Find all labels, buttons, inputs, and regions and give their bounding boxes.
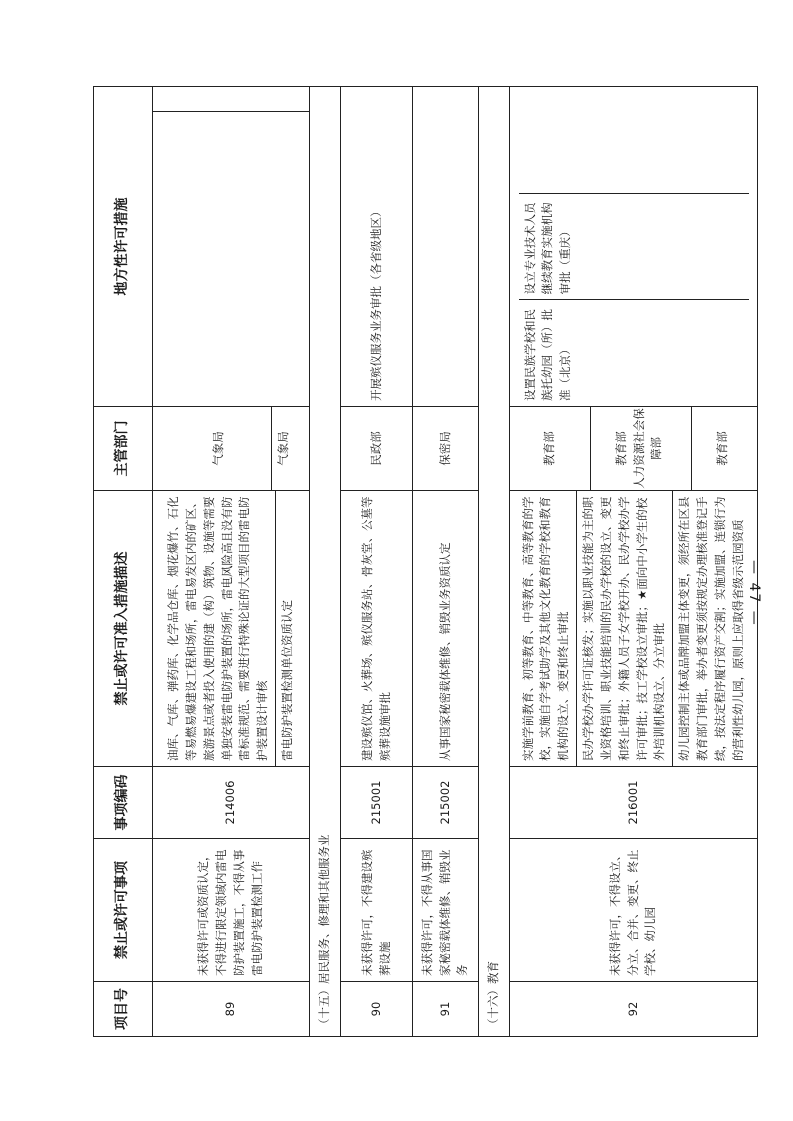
row-item: 未获得许可或资质认定，不得进行限定领域内雷电防护装置施工，不得从事雷电防护装置检测工作 [153, 839, 310, 982]
row-number: 89 [153, 982, 310, 1037]
description-part: 民办学校办学许可证核发；实施以职业技能为主的职业资格培训、职业技能培训的民办学校的设立、变更和终止审批；外籍人员子女学校开办、民办学校办学许可审批；技工学校设立审批；★面向中小学生的校外培训机构设立、分立审批 [576, 491, 669, 766]
page-number: — 47 — [746, 560, 762, 627]
row-item: 未获得许可，不得从事国家秘密载体维修、销毁业务 [413, 839, 479, 982]
section-row [310, 87, 341, 1037]
description-part: 幼儿园控制主体或品牌加盟主体变更，须经所在区县教育部门审批，举办者变更须按规定办理核准登记手续，按法定程序履行资产交割；实施加盟、连锁行为的营利性幼儿园，原则上应取得省级示范园资质 [672, 491, 747, 766]
local-measure: 设置民族学校和民族托幼园（所）批准（北京） [522, 309, 573, 401]
row-item: 未获得许可，不得设立、分立、合并、变更、终止学校、幼儿园 [510, 839, 758, 982]
table-row [510, 87, 758, 1037]
description-part: 雷电防护装置检测单位资质认定 [275, 491, 297, 766]
row-number: 91 [413, 982, 479, 1037]
table-header-row [94, 87, 153, 1037]
section-title: （十六）教育 [479, 87, 510, 1037]
department-part: 教育部 [542, 431, 556, 466]
section-title: （十五）居民服务、修理和其他服务业 [310, 87, 341, 1037]
row-code: 216001 [510, 767, 758, 839]
description-part: 油库、气库、弹药库、化学品仓库、烟花爆竹、石化等易燃易爆建设工程和场所，雷电易发区内的矿区、旅游景点或者投入使用的建（构）筑物、设施等需要单独安装雷电防护装置的场所，雷电风险高且没有防雷标准规范、需要进行特殊论证的大型项目的雷电防护装置设计审核 [166, 496, 270, 761]
table-row [341, 87, 413, 1037]
row-code: 214006 [153, 767, 310, 839]
row-local-measures: 开展殡仪服务业务审批（各省级地区） [341, 87, 413, 407]
row-number: 90 [341, 982, 413, 1037]
row-department [510, 407, 758, 491]
section-row [479, 87, 510, 1037]
row-item: 未获得许可，不得建设殡葬设施 [341, 839, 413, 982]
description-part: 实施学前教育、初等教育、中等教育、高等教育的学校，实施自学考试助学及其他文化教育的学校和教育机构的设立、变更和终止审批 [520, 496, 571, 761]
header-description: 禁止或许可准入措施描述 [94, 491, 153, 767]
local-measure: 设立专业技术人员继续教育实施机构审批（重庆） [519, 194, 749, 301]
row-local-measures [413, 87, 479, 407]
row-department [153, 407, 310, 491]
table-row [153, 87, 310, 1037]
table-row [413, 87, 479, 1037]
header-project-no: 项目号 [94, 982, 153, 1037]
row-number: 92 [510, 982, 758, 1037]
local-measure [153, 112, 309, 406]
permission-table [93, 86, 758, 1037]
department-part: 气象局 [271, 407, 293, 490]
row-local-measures [153, 87, 310, 407]
row-description [153, 491, 310, 767]
department-part: 气象局 [210, 431, 225, 466]
header-item: 禁止或许可事项 [94, 839, 153, 982]
row-description [510, 491, 758, 767]
department-part: 教育部 人力资源社会保障部 [590, 407, 688, 490]
local-measure-blank [153, 87, 309, 112]
local-measure [519, 87, 749, 194]
row-code: 215002 [413, 767, 479, 839]
department-part: 教育部 [691, 407, 754, 490]
header-local-measures: 地方性许可措施 [94, 87, 153, 407]
row-department: 民政部 [341, 407, 413, 491]
header-department: 主管部门 [94, 407, 153, 491]
rotated-table-page [93, 87, 751, 1037]
row-code: 215001 [341, 767, 413, 839]
row-description: 建设殡仪馆、火葬场、殡仪服务站、骨灰堂、公墓等殡葬设施审批 [341, 491, 413, 767]
row-local-measures [510, 87, 758, 407]
row-description: 从事国家秘密载体维修、销毁业务资质认定 [413, 491, 479, 767]
row-department: 保密局 [413, 407, 479, 491]
header-code: 事项编码 [94, 767, 153, 839]
